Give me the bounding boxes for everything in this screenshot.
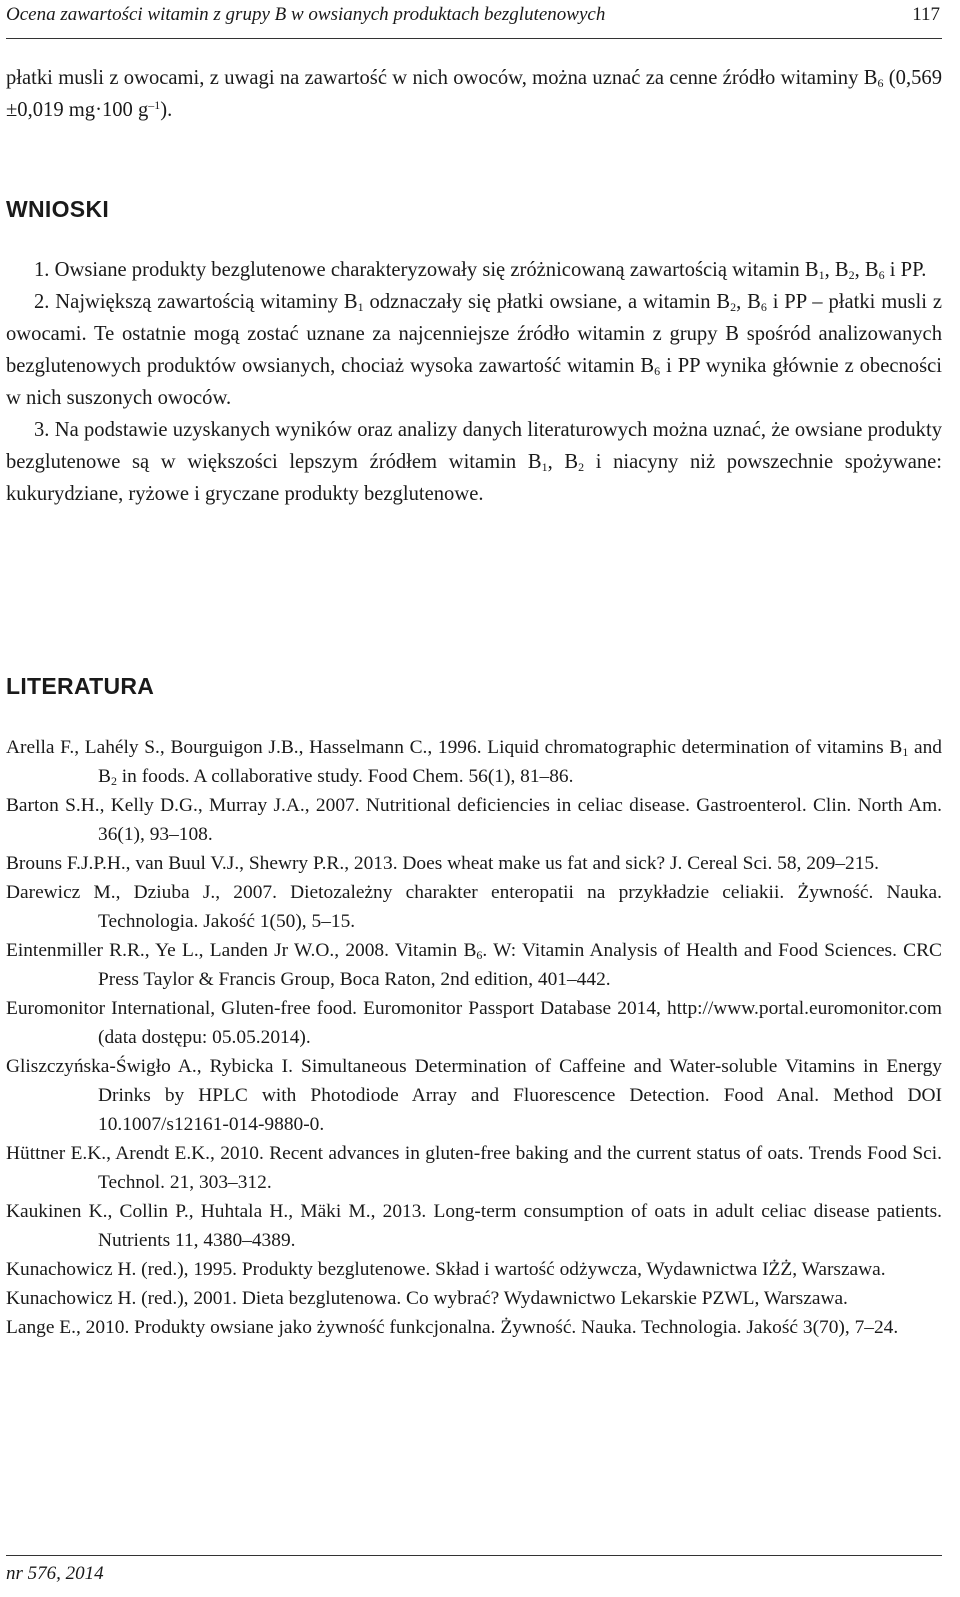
journal-issue-footer: nr 576, 2014 [6, 1563, 104, 1584]
footer-divider [6, 1555, 942, 1556]
running-head [6, 4, 940, 26]
section-heading-wnioski: WNIOSKI [6, 196, 110, 222]
intro-text: płatki musli z owocami, z uwagi na zawartość w nich owoców, można uznać za cenne źródło witaminy $B_6$ (0,569 ±0,019 mg·100 $g^{-1}$). [6, 67, 942, 121]
reference-item: Darewicz M., Dziuba J., 2007. Dietozależny charakter enteropatii na przykładzie celiakii. Żywność. Nauka. Technologia. Jakość 1(50), 5–15. [6, 882, 942, 932]
conclusion-2: 2. Największą zawartością witaminy $B_1$ odznaczały się płatki owsiane, a witamin $B_2$, $B_6$ i PP – płatki musli z owocami. Te ostatnie mogą zostać uznane za najcenniejsze źródło witamin z grupy B spośród analizowanych bezglutenowych produktów owsianych, chociaż wysoka zawartość witamin $B_6$ i PP wynika głównie z obecności w nich suszonych owoców. [6, 291, 942, 409]
reference-item: Hüttner E.K., Arendt E.K., 2010. Recent advances in gluten-free baking and the current status of oats. Trends Food Sci. Technol. 21, 303–312. [6, 1143, 942, 1193]
reference-item: Kunachowicz H. (red.), 1995. Produkty bezglutenowe. Skład i wartość odżywcza, Wydawnictwa IŻŻ, Warszawa. [6, 1259, 886, 1280]
reference-item: Kaukinen K., Collin P., Huhtala H., Mäki M., 2013. Long-term consumption of oats in adult celiac disease patients. Nutrients 11, 4380–4389. [6, 1201, 942, 1251]
reference-list [6, 733, 942, 1342]
reference-item: Gliszczyńska-Świgło A., Rybicka I. Simultaneous Determination of Caffeine and Water-soluble Vitamins in Energy Drinks by HPLC with Photodiode Array and Fluorescence Detection. Food Anal. Method DOI 10.1007/s12161-014-9880-0. [6, 1056, 942, 1135]
reference-item: Euromonitor International, Gluten-free food. Euromonitor Passport Database 2014, http://www.portal.euromonitor.com (data dostępu: 05.05.2014). [6, 998, 942, 1048]
conclusion-3: 3. Na podstawie uzyskanych wyników oraz analizy danych literaturowych można uznać, że owsiane produkty bezglutenowe są w większości lepszym źródłem witamin $B_1$, $B_2$ i niacyny niż powszechnie spożywane: kukurydziane, ryżowe i gryczane produkty bezglutenowe. [6, 419, 942, 505]
page-number: 117 [912, 4, 940, 25]
running-head-title: Ocena zawartości witamin z grupy B w owsianych produktach bezglutenowych [6, 4, 606, 25]
reference-item: Brouns F.J.P.H., van Buul V.J., Shewry P.R., 2013. Does wheat make us fat and sick? J. Cereal Sci. 58, 209–215. [6, 853, 879, 874]
conclusions [6, 254, 942, 510]
reference-item: Barton S.H., Kelly D.G., Murray J.A., 2007. Nutritional deficiencies in celiac disease. Gastroenterol. Clin. North Am. 36(1), 93–108. [6, 795, 942, 845]
section-heading-literatura: LITERATURA [6, 673, 155, 699]
conclusion-1: 1. Owsiane produkty bezglutenowe charakteryzowały się zróżnicowaną zawartością witamin $B_1$, $B_2$, $B_6$ i PP. [34, 259, 927, 282]
reference-item: Eintenmiller R.R., Ye L., Landen Jr W.O., 2008. Vitamin $B_6$. W: Vitamin Analysis of Health and Food Sciences. CRC Press Taylor & Francis Group, Boca Raton, 2nd edition, 401–442. [6, 940, 942, 990]
reference-item: Arella F., Lahély S., Bourguigon J.B., Hasselmann C., 1996. Liquid chromatographic determination of vitamins $B_1$ and $B_2$ in foods. A collaborative study. Food Chem. 56(1), 81–86. [6, 737, 942, 788]
reference-item: Lange E., 2010. Produkty owsiane jako żywność funkcjonalna. Żywność. Nauka. Technologia. Jakość 3(70), 7–24. [6, 1317, 899, 1338]
reference-item: Kunachowicz H. (red.), 2001. Dieta bezglutenowa. Co wybrać? Wydawnictwo Lekarskie PZWL, Warszawa. [6, 1288, 848, 1309]
header-divider [6, 38, 942, 39]
intro-paragraph [6, 62, 942, 126]
